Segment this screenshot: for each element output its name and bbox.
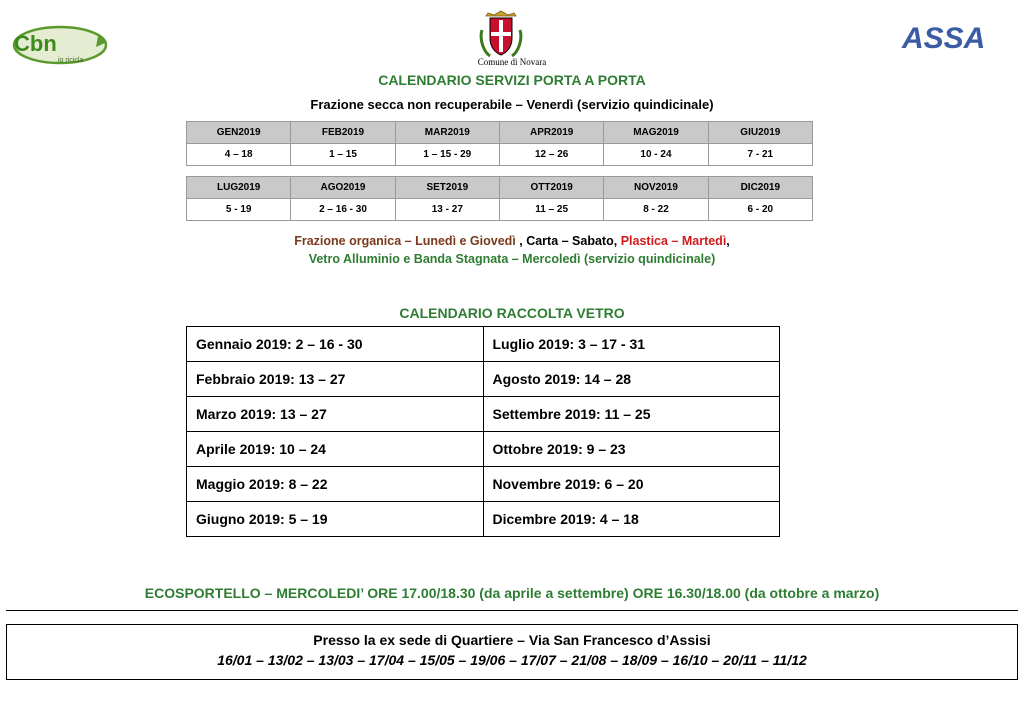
table-row: [187, 502, 780, 537]
month-cell: LUG2019: [187, 177, 291, 199]
vetro-cell: Gennaio 2019: 2 – 16 - 30: [187, 327, 484, 362]
vetro-calendar-table: [186, 326, 780, 537]
month-cell: OTT2019: [499, 177, 603, 199]
cbn-logo: [8, 20, 108, 70]
vetro-cell: Agosto 2019: 14 – 28: [483, 362, 780, 397]
vetro-cell: Novembre 2019: 6 – 20: [483, 467, 780, 502]
vetro-cell: Luglio 2019: 3 – 17 - 31: [483, 327, 780, 362]
days-cell: 10 - 24: [604, 144, 708, 166]
vetro-cell: Marzo 2019: 13 – 27: [187, 397, 484, 432]
month-grid-days-row: [187, 144, 813, 166]
comune-label: Comune di Novara: [477, 57, 547, 67]
month-cell: GIU2019: [708, 122, 812, 144]
vetro-cell: Maggio 2019: 8 – 22: [187, 467, 484, 502]
month-cell: AGO2019: [291, 177, 395, 199]
month-grid-header-row: [187, 177, 813, 199]
month-cell: MAG2019: [604, 122, 708, 144]
presso-address: Presso la ex sede di Quartiere – Via San Francesco d’Assisi: [313, 632, 711, 648]
separator: ,: [726, 234, 730, 248]
days-cell: 12 – 26: [499, 144, 603, 166]
month-cell: NOV2019: [604, 177, 708, 199]
days-cell: 11 – 25: [499, 199, 603, 221]
carta-schedule: Carta – Sabato: [526, 234, 614, 248]
month-grid-header-row: [187, 122, 813, 144]
vetro-schedule-line: Vetro Alluminio e Banda Stagnata – Mercoledì (servizio quindicinale): [308, 252, 716, 266]
table-row: [187, 432, 780, 467]
assa-logo: [902, 22, 985, 56]
comune-crest-icon: [478, 10, 524, 58]
vetro-cell: Febbraio 2019: 13 – 27: [187, 362, 484, 397]
vetro-cell: Ottobre 2019: 9 – 23: [483, 432, 780, 467]
separator: ,: [613, 234, 621, 248]
table-row: [187, 397, 780, 432]
separator: ,: [515, 234, 527, 248]
days-cell: 2 – 16 - 30: [291, 199, 395, 221]
days-cell: 6 - 20: [708, 199, 812, 221]
month-cell: FEB2019: [291, 122, 395, 144]
table-row: [187, 327, 780, 362]
days-cell: 1 – 15: [291, 144, 395, 166]
schedule-line-1: [0, 234, 1024, 248]
vetro-cell: Aprile 2019: 10 – 24: [187, 432, 484, 467]
month-grid-jan-jun: [186, 121, 813, 166]
days-cell: 4 – 18: [187, 144, 291, 166]
table-row: [187, 467, 780, 502]
table-row: [187, 362, 780, 397]
days-cell: 1 – 15 - 29: [395, 144, 499, 166]
days-cell: 8 - 22: [604, 199, 708, 221]
days-cell: 7 - 21: [708, 144, 812, 166]
subtitle-frazione-secca: Frazione secca non recuperabile – Venerdì (servizio quindicinale): [310, 97, 714, 112]
vetro-cell: Dicembre 2019: 4 – 18: [483, 502, 780, 537]
ecosportello-dates: 16/01 – 13/02 – 13/03 – 17/04 – 15/05 – 19/06 – 17/07 – 21/08 – 18/09 – 16/10 – 20/11 – 11/12: [217, 652, 807, 668]
days-cell: 5 - 19: [187, 199, 291, 221]
month-cell: SET2019: [395, 177, 499, 199]
vetro-cell: Settembre 2019: 11 – 25: [483, 397, 780, 432]
month-cell: APR2019: [499, 122, 603, 144]
cbn-logo-tagline: io ricicla: [58, 57, 84, 64]
cbn-logo-text: Cbn: [14, 31, 57, 56]
title-raccolta-vetro: CALENDARIO RACCOLTA VETRO: [399, 305, 625, 321]
month-cell: DIC2019: [708, 177, 812, 199]
plastica-schedule: Plastica – Martedì: [620, 234, 727, 248]
organica-schedule: Frazione organica – Lunedì e Giovedì: [294, 234, 516, 248]
days-cell: 13 - 27: [395, 199, 499, 221]
title-porta-a-porta: CALENDARIO SERVIZI PORTA A PORTA: [378, 72, 646, 88]
month-cell: MAR2019: [395, 122, 499, 144]
divider: [6, 610, 1018, 611]
ecosportello-line: ECOSPORTELLO – MERCOLEDI’ ORE 17.00/18.30 (da aprile a settembre) ORE 16.30/18.00 (da ottobre a marzo): [144, 585, 880, 601]
vetro-cell: Giugno 2019: 5 – 19: [187, 502, 484, 537]
month-grid-days-row: [187, 199, 813, 221]
month-cell: GEN2019: [187, 122, 291, 144]
assa-logo-text: ASSA: [902, 22, 986, 55]
month-grid-jul-dec: [186, 176, 813, 221]
